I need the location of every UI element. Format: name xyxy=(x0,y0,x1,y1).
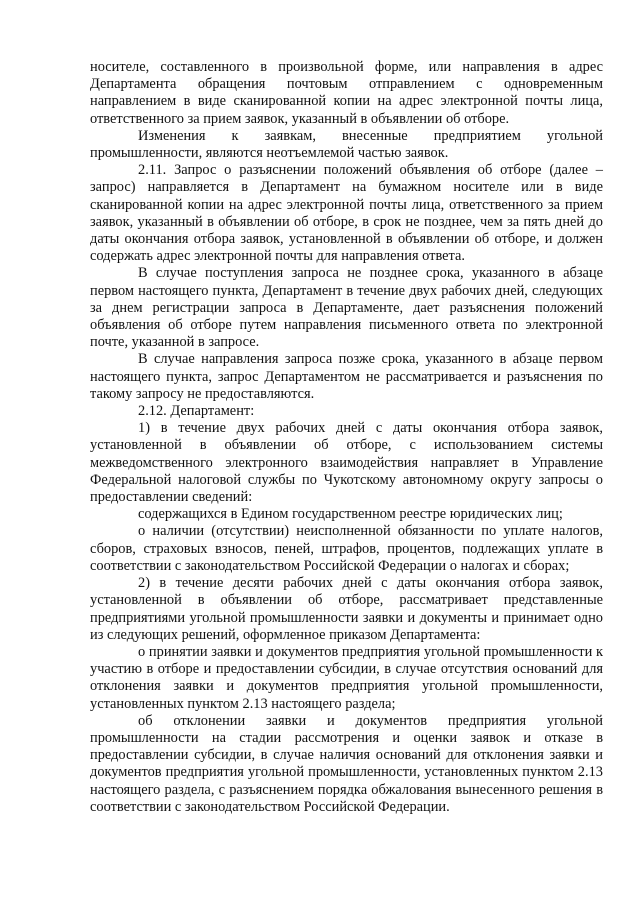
paragraph-changes-to-applications: Изменения к заявкам, внесенные предприятием угольной промышленности, являются неотъемлемой частью заявок. xyxy=(90,127,603,162)
paragraph-tax-obligations: о наличии (отсутствии) неисполненной обязанности по уплате налогов, сборов, страховых взносов, пеней, штрафов, процентов, подлежащих уплате в соответствии с законодательством Российской Федерации о налогах и сборах; xyxy=(90,523,603,574)
paragraph-2-12-heading: 2.12. Департамент: xyxy=(138,403,255,420)
paragraph-2-11-request: 2.11. Запрос о разъяснении положений объявления об отборе (далее – запрос) направляется в Департамент на бумажном носителе или в виде сканированной копии на адрес электронной почты лица, ответственного за прием заявок, указанный в объявлении об отборе, в срок не позднее, чем за пять дней до даты окончания отбора заявок, установленной в объявлении об отборе, и должен содержать адрес электронной почты для направления ответа. xyxy=(90,162,603,265)
paragraph-2-12-item-2: 2) в течение десяти рабочих дней с даты окончания отбора заявок, установленной в объявлении об отборе, рассматривает представленные предприятиями угольной промышленности заявки и документы и принимает одно из следующих решений, оформленное приказом Департамента: xyxy=(90,575,603,643)
paragraph-2-12-item-1: 1) в течение двух рабочих дней с даты окончания отбора заявок, установленной в объявлении об отборе, с использованием системы межведомственного электронного взаимодействия направляет в Управление Федеральной налоговой службы по Чукотскому автономному округу запросы о предоставлении сведений: xyxy=(90,420,603,506)
paragraph-decision-reject: об отклонении заявки и документов предприятия угольной промышленности на стадии рассмотрения и оценки заявок и отказе в предоставлении субсидии, в случае наличия оснований для отклонения заявки и документов предприятия угольной промышленности, установленных пунктом 2.13 настоящего раздела, с разъяснением порядка обжалования вынесенного решения в соответствии с законодательством Российской Федерации. xyxy=(90,712,603,815)
paragraph-egrul-info: содержащихся в Едином государственном реестре юридических лиц; xyxy=(138,506,563,523)
paragraph-continuation: носителе, составленного в произвольной форме, или направления в адрес Департамента обращения почтовым отправлением с одновременным направлением в виде сканированной копии на адрес электронной почты лица, ответственного за прием заявок, указанный в объявлении об отборе. xyxy=(90,59,603,127)
paragraph-decision-accept: о принятии заявки и документов предприятия угольной промышленности к участию в отборе и предоставлении субсидии, в случае отсутствия оснований для отклонения заявки и документов предприятия угольной промышленности, установленных пунктом 2.13 настоящего раздела; xyxy=(90,643,603,712)
paragraph-request-in-time: В случае поступления запроса не позднее срока, указанного в абзаце первом настоящего пункта, Департамент в течение двух рабочих дней, следующих за днем регистрации запроса в Департаменте, дает разъяснения положений объявления об отборе путем направления письменного ответа по электронной почте, указанной в запросе. xyxy=(90,265,603,351)
paragraph-request-late: В случае направления запроса позже срока, указанного в абзаце первом настоящего пункта, запрос Департаментом не рассматривается и разъяснения по такому запросу не предоставляются. xyxy=(90,351,603,402)
